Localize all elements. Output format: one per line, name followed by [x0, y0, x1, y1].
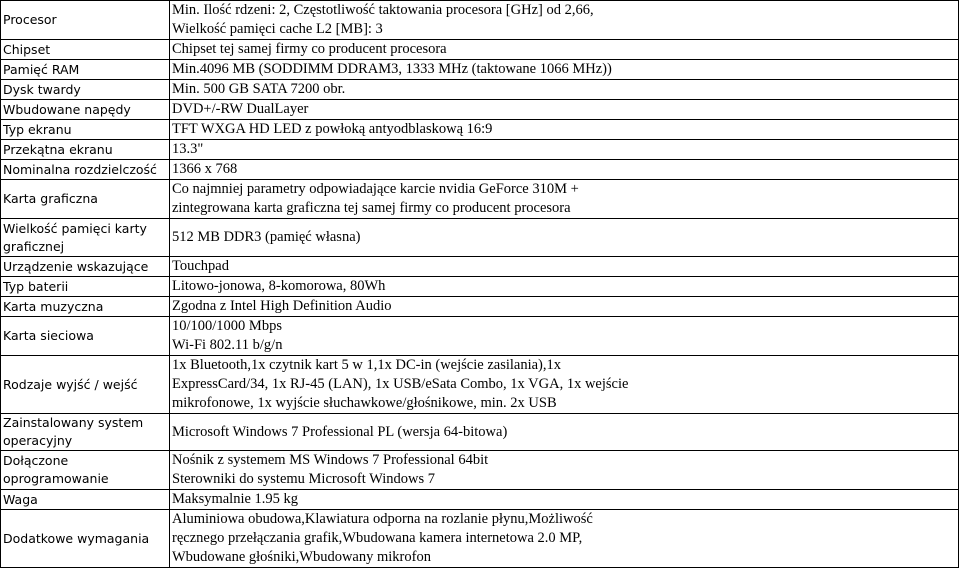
spec-row [1, 40, 959, 60]
spec-row [1, 510, 959, 568]
spec-value-line: DVD+/-RW DualLayer [172, 101, 309, 117]
spec-value [170, 80, 959, 100]
spec-value-line: Microsoft Windows 7 Professional PL (wersja 64-bitowa) [172, 423, 508, 440]
spec-label: Karta sieciowa [1, 317, 170, 356]
spec-row [1, 1, 959, 40]
spec-row [1, 257, 959, 277]
spec-value-line: Touchpad [172, 258, 229, 274]
spec-label: Dysk twardy [1, 80, 170, 100]
spec-value-line: Zgodna z Intel High Definition Audio [172, 298, 392, 314]
spec-row [1, 356, 959, 414]
spec-value-line: 1x Bluetooth,1x czytnik kart 5 w 1,1x DC-in (wejście zasilania),1x [172, 357, 561, 373]
spec-label: Urządzenie wskazujące [1, 257, 170, 277]
spec-label: Karta graficzna [1, 180, 170, 219]
spec-label: Typ ekranu [1, 120, 170, 140]
spec-value-line: 10/100/1000 Mbps [172, 318, 282, 334]
spec-value-line: Nośnik z systemem MS Windows 7 Professional 64bit [172, 452, 489, 468]
spec-value [170, 277, 959, 297]
spec-value [170, 317, 959, 356]
spec-value [170, 451, 959, 490]
spec-value [170, 60, 959, 80]
spec-label: Waga [1, 490, 170, 510]
spec-value [170, 219, 959, 257]
spec-value-line: TFT WXGA HD LED z powłoką antyodblaskową 16:9 [172, 121, 493, 137]
spec-label: Chipset [1, 40, 170, 60]
spec-label: Przekątna ekranu [1, 140, 170, 160]
spec-label: Procesor [1, 1, 170, 40]
specification-table-body [1, 1, 959, 568]
spec-value-line: Litowo-jonowa, 8-komorowa, 80Wh [172, 278, 386, 294]
spec-label: Nominalna rozdzielczość [1, 160, 170, 180]
spec-value [170, 510, 959, 568]
spec-label: Zainstalowany system operacyjny [1, 414, 170, 451]
spec-value-line: Wbudowane głośniki,Wbudowany mikrofon [172, 549, 431, 565]
spec-value [170, 100, 959, 120]
spec-label: Typ baterii [1, 277, 170, 297]
spec-value-line: Maksymalnie 1.95 kg [172, 491, 299, 507]
spec-value-line: mikrofonowe, 1x wyjście słuchawkowe/głośnikowe, min. 2x USB [172, 395, 557, 411]
spec-label: Wielkość pamięci karty graficznej [1, 219, 170, 257]
spec-value [170, 414, 959, 451]
spec-value-line: Chipset tej samej firmy co producent procesora [172, 41, 447, 57]
spec-row [1, 297, 959, 317]
spec-value-line: 1366 x 768 [172, 161, 238, 177]
spec-label: Wbudowane napędy [1, 100, 170, 120]
spec-value-line: Min. Ilość rdzeni: 2, Częstotliwość taktowania procesora [GHz] od 2,66, [172, 2, 594, 18]
spec-label: Karta muzyczna [1, 297, 170, 317]
spec-label: Pamięć RAM [1, 60, 170, 80]
spec-value-line: Sterowniki do systemu Microsoft Windows 7 [172, 471, 435, 487]
spec-value-line: 512 MB DDR3 (pamięć własna) [172, 229, 361, 245]
spec-value-line: zintegrowana karta graficzna tej samej firmy co producent procesora [172, 200, 571, 216]
spec-value-line: ExpressCard/34, 1x RJ-45 (LAN), 1x USB/eSata Combo, 1x VGA, 1x wejście [172, 376, 629, 392]
spec-value-line: Min. 500 GB SATA 7200 obr. [172, 81, 346, 97]
spec-row [1, 100, 959, 120]
spec-row [1, 140, 959, 160]
spec-row [1, 490, 959, 510]
spec-value-line: Co najmniej parametry odpowiadające karcie nvidia GeForce 310M + [172, 181, 579, 197]
spec-label: Dodatkowe wymagania [1, 510, 170, 568]
spec-row [1, 414, 959, 451]
spec-value [170, 297, 959, 317]
spec-label: Dołączone oprogramowanie [1, 451, 170, 490]
spec-value [170, 1, 959, 40]
spec-value-line: Wielkość pamięci cache L2 [MB]: 3 [172, 21, 383, 37]
spec-value-line: Wi-Fi 802.11 b/g/n [172, 337, 283, 353]
spec-row [1, 180, 959, 219]
spec-value [170, 120, 959, 140]
spec-row [1, 219, 959, 257]
spec-value-line: ręcznego przełączania grafik,Wbudowana kamera internetowa 2.0 MP, [172, 530, 583, 546]
spec-value-line: Aluminiowa obudowa,Klawiatura odporna na rozlanie płynu,Możliwość [172, 511, 593, 527]
spec-row [1, 80, 959, 100]
spec-value [170, 140, 959, 160]
spec-value-line: 13.3" [172, 141, 204, 157]
spec-value [170, 356, 959, 414]
spec-value [170, 257, 959, 277]
spec-row [1, 120, 959, 140]
spec-row [1, 160, 959, 180]
spec-value [170, 40, 959, 60]
spec-value [170, 490, 959, 510]
spec-value [170, 160, 959, 180]
spec-value [170, 180, 959, 219]
spec-row [1, 277, 959, 297]
spec-label: Rodzaje wyjść / wejść [1, 356, 170, 414]
spec-value-line: Min.4096 MB (SODDIMM DDRAM3, 1333 MHz (taktowane 1066 MHz)) [172, 61, 612, 77]
spec-row [1, 60, 959, 80]
spec-row [1, 317, 959, 356]
spec-row [1, 451, 959, 490]
